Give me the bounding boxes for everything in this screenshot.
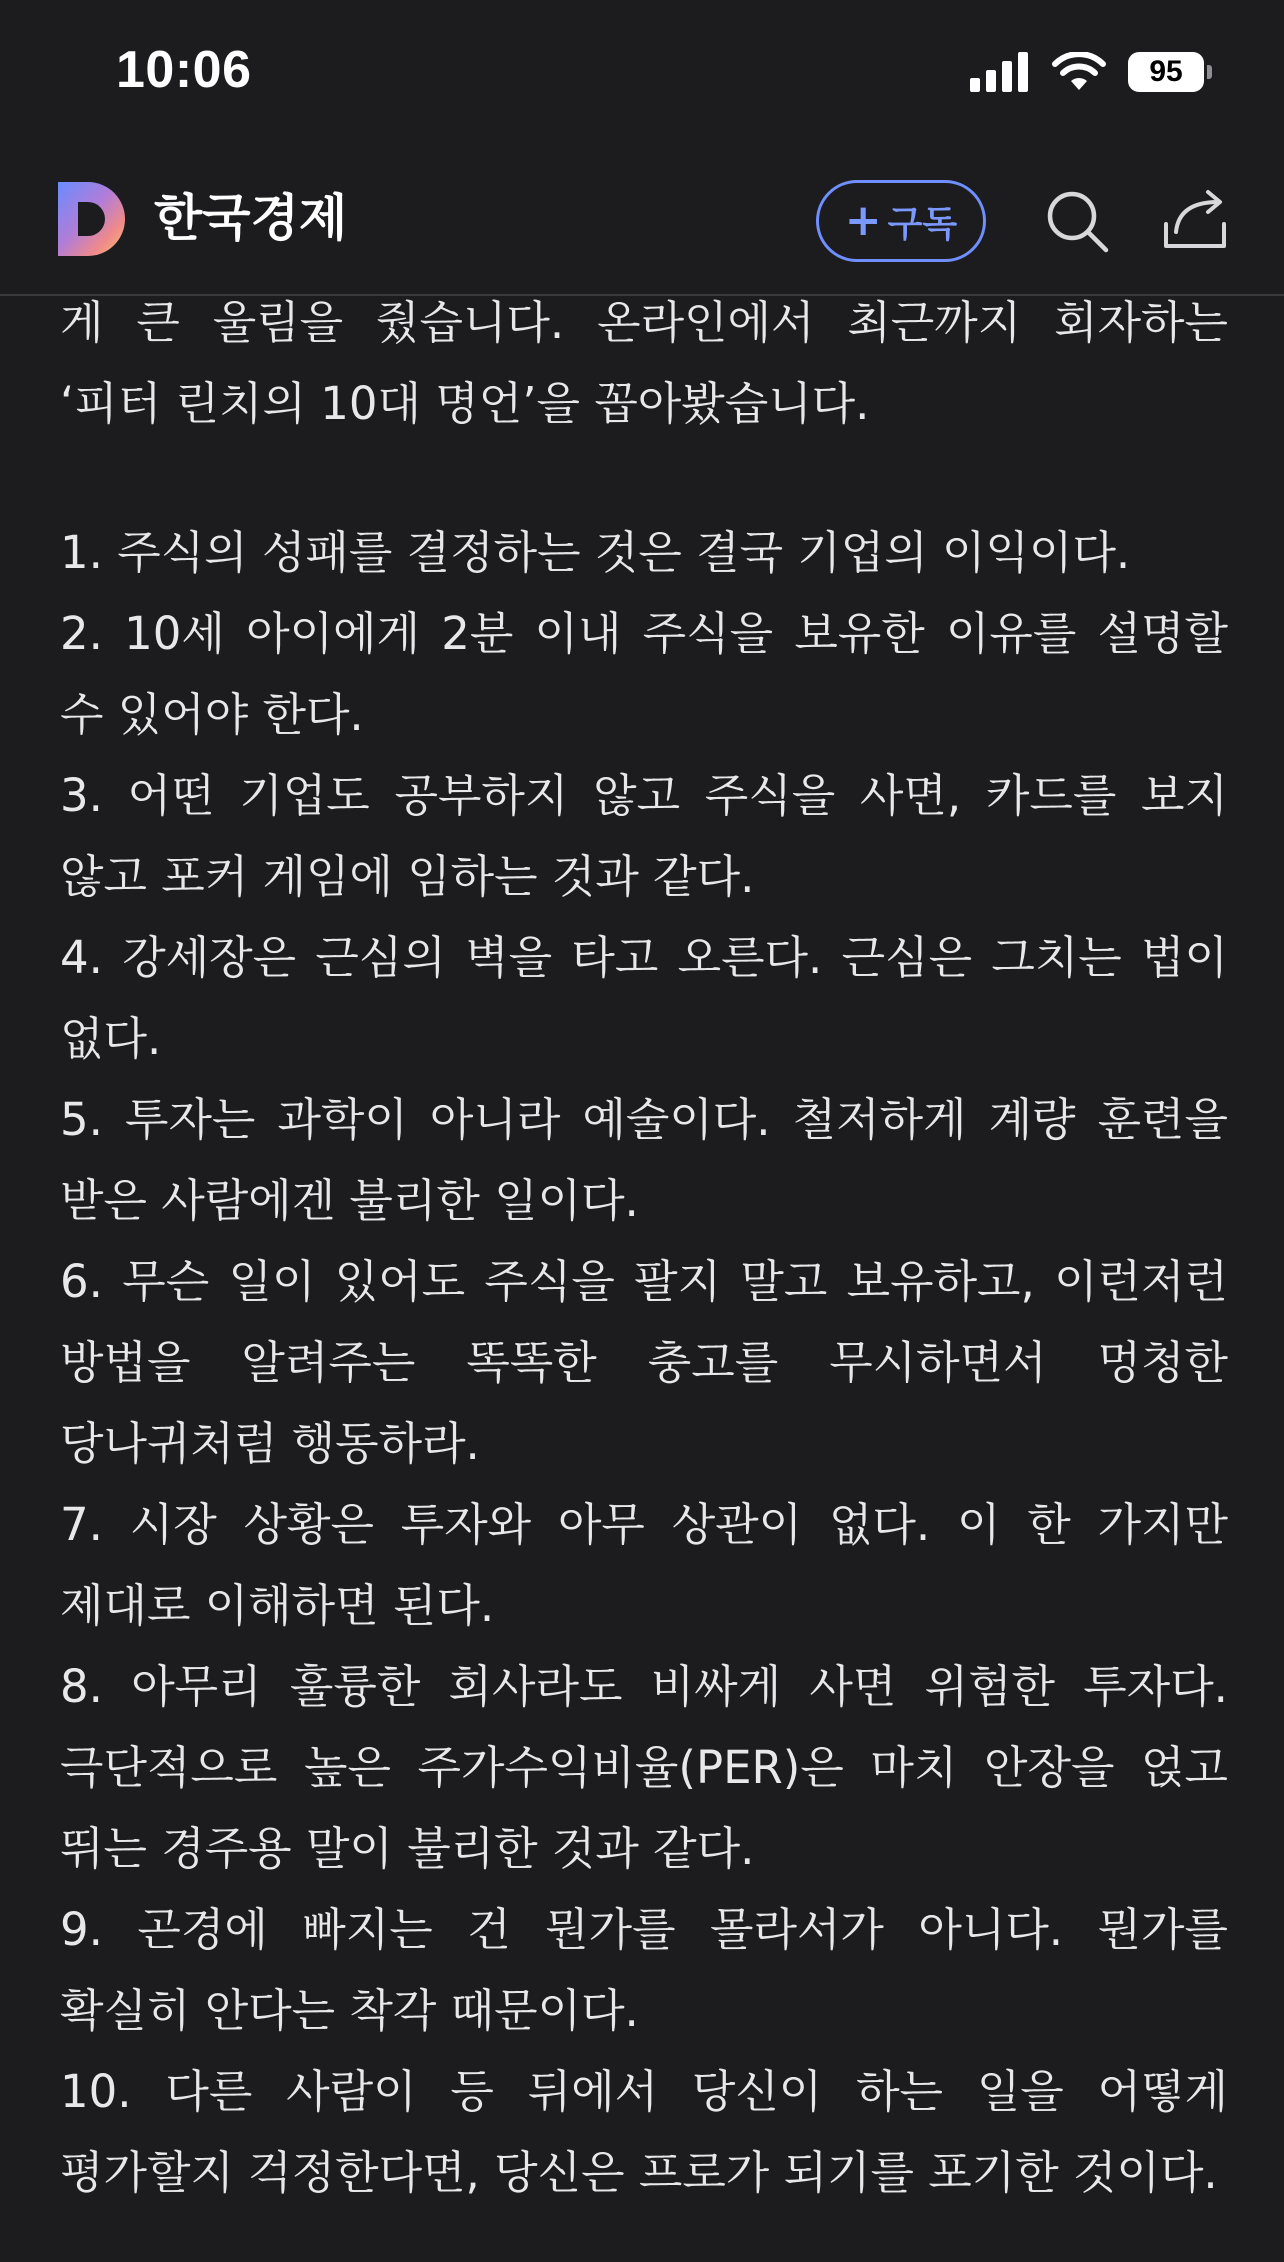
cellular-signal-icon	[970, 52, 1030, 92]
battery-level: 95	[1149, 55, 1183, 88]
quote-item-2: 2. 10세 아이에게 2분 이내 주식을 보유한 이유를 설명할 수 있어야 한다.	[60, 607, 1228, 741]
subscribe-button[interactable]	[816, 180, 986, 262]
article-intro: 게 큰 울림을 줬습니다. 온라인에서 최근까지 회자하는 ‘피터 린치의 10대 명언’을 꼽아봤습니다.	[60, 296, 1228, 430]
battery-icon	[1128, 52, 1204, 92]
status-icons	[970, 50, 1204, 94]
quote-item-9: 9. 곤경에 빠지는 건 뭔가를 몰라서가 아니다. 뭔가를 확실히 안다는 착각 때문이다.	[60, 1903, 1228, 2037]
app-header	[0, 150, 1284, 296]
battery-cap	[1207, 65, 1212, 79]
quote-item-6: 6. 무슨 일이 있어도 주식을 팔지 말고 보유하고, 이런저런 방법을 알려주는 똑똑한 충고를 무시하면서 멍청한 당나귀처럼 행동하라.	[60, 1255, 1228, 1470]
wifi-icon	[1052, 52, 1106, 92]
status-bar	[0, 0, 1284, 150]
share-icon[interactable]	[1162, 186, 1230, 252]
article-body	[60, 282, 1228, 2213]
quote-item-3: 3. 어떤 기업도 공부하지 않고 주식을 사면, 카드를 보지 않고 포커 게임에 임하는 것과 같다.	[60, 769, 1228, 903]
quote-item-8: 8. 아무리 훌륭한 회사라도 비싸게 사면 위험한 투자다. 극단적으로 높은 주가수익비율(PER)은 마치 안장을 얹고 뛰는 경주용 말이 불리한 것과 같다.	[60, 1660, 1228, 1875]
quote-item-10: 10. 다른 사람이 등 뒤에서 당신이 하는 일을 어떻게 평가할지 걱정한다면, 당신은 프로가 되기를 포기한 것이다.	[60, 2065, 1228, 2199]
status-time: 10:06	[116, 41, 252, 99]
quote-item-5: 5. 투자는 과학이 아니라 예술이다. 철저하게 계량 훈련을 받은 사람에겐 불리한 일이다.	[60, 1093, 1228, 1227]
search-icon[interactable]	[1044, 188, 1110, 254]
quote-item-4: 4. 강세장은 근심의 벽을 타고 오른다. 근심은 그치는 법이 없다.	[60, 931, 1228, 1065]
subscribe-label: 구독	[887, 203, 958, 245]
brand-name[interactable]: 한국경제	[154, 189, 348, 247]
logo-icon[interactable]	[58, 182, 128, 256]
quote-item-1: 1. 주식의 성패를 결정하는 것은 결국 기업의 이익이다.	[60, 526, 1131, 579]
plus-icon: +	[844, 195, 882, 246]
quote-item-7: 7. 시장 상황은 투자와 아무 상관이 없다. 이 한 가지만 제대로 이해하면 된다.	[60, 1498, 1228, 1632]
